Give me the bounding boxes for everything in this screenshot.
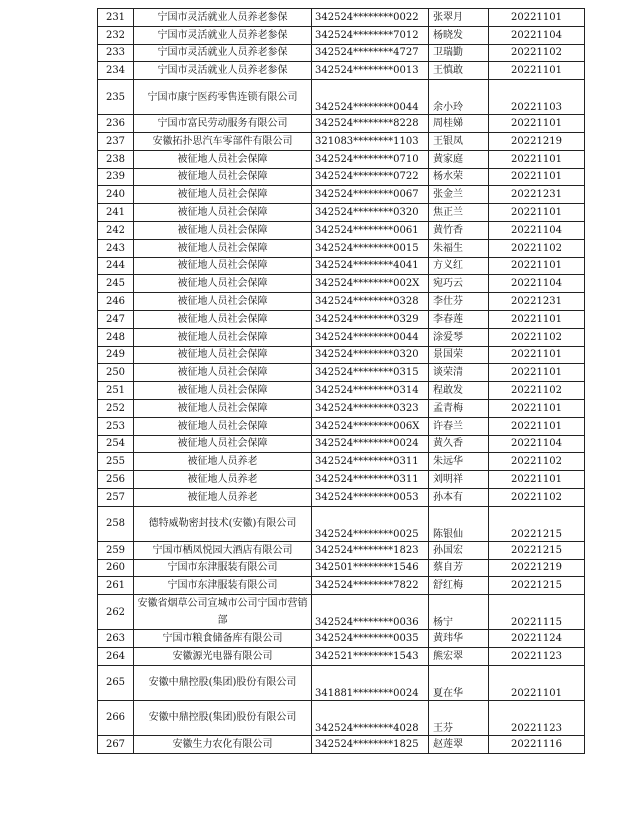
table-row [98,204,585,222]
employer-unit-cell: 被征地人员养老 [134,488,312,506]
person-name-cell: 朱远华 [429,453,489,471]
id-number-cell: 342524********0311 [312,453,429,471]
table-row [98,541,585,559]
employer-unit-cell: 宁国市东津服装有限公司 [134,559,312,577]
person-name-cell: 蔡自芳 [429,559,489,577]
row-number-cell: 232 [98,26,134,44]
person-name-cell: 杨水荣 [429,168,489,186]
employer-unit-cell: 宁国市东津服装有限公司 [134,577,312,595]
row-number-cell: 262 [98,595,134,630]
row-number-cell: 265 [98,665,134,700]
id-number-cell: 342524********7822 [312,577,429,595]
id-number-cell: 342524********0067 [312,186,429,204]
date-cell: 20221124 [489,630,585,648]
table-row [98,239,585,257]
date-cell: 20221101 [489,9,585,27]
date-cell: 20221215 [489,541,585,559]
id-number-cell: 342524********0329 [312,310,429,328]
person-name-cell: 卫瑞勤 [429,44,489,62]
employer-unit-cell: 被征地人员社会保障 [134,346,312,364]
row-number-cell: 236 [98,115,134,133]
employer-unit-cell: 被征地人员社会保障 [134,328,312,346]
date-cell: 20221101 [489,150,585,168]
row-number-cell: 264 [98,647,134,665]
document-page [97,8,584,754]
id-number-cell: 342524********0311 [312,471,429,489]
table-row [98,577,585,595]
date-cell: 20221104 [489,435,585,453]
person-name-cell: 余小玲 [429,80,489,115]
date-cell: 20221231 [489,186,585,204]
id-number-cell: 342524********7012 [312,26,429,44]
table-row [98,364,585,382]
date-cell: 20221101 [489,257,585,275]
employer-unit-cell: 安徽源光电器有限公司 [134,647,312,665]
table-row [98,595,585,630]
date-cell: 20221101 [489,471,585,489]
id-number-cell: 341881********0024 [312,665,429,700]
employer-unit-cell: 宁国市灵活就业人员养老参保 [134,44,312,62]
id-number-cell: 342524********006X [312,417,429,435]
id-number-cell: 342524********0320 [312,346,429,364]
table-row [98,435,585,453]
employer-unit-cell: 被征地人员社会保障 [134,186,312,204]
date-cell: 20221101 [489,399,585,417]
date-cell: 20221101 [489,364,585,382]
id-number-cell: 342524********0024 [312,435,429,453]
employer-unit-cell: 被征地人员社会保障 [134,435,312,453]
date-cell: 20221123 [489,700,585,735]
table-row [98,735,585,753]
date-cell: 20221101 [489,204,585,222]
table-row [98,293,585,311]
date-cell: 20221102 [489,382,585,400]
person-name-cell: 王芬 [429,700,489,735]
date-cell: 20221102 [489,239,585,257]
date-cell: 20221123 [489,647,585,665]
employer-unit-cell: 宁国市灵活就业人员养老参保 [134,26,312,44]
person-name-cell: 许春兰 [429,417,489,435]
table-row [98,44,585,62]
person-name-cell: 李仕芬 [429,293,489,311]
id-number-cell: 342524********0013 [312,62,429,80]
date-cell: 20221102 [489,453,585,471]
id-number-cell: 342524********4727 [312,44,429,62]
id-number-cell: 342524********0328 [312,293,429,311]
employer-unit-cell: 被征地人员社会保障 [134,204,312,222]
table-row [98,630,585,648]
row-number-cell: 259 [98,541,134,559]
employer-unit-cell: 宁国市灵活就业人员养老参保 [134,9,312,27]
row-number-cell: 267 [98,735,134,753]
id-number-cell: 342524********0061 [312,221,429,239]
id-number-cell: 342524********0323 [312,399,429,417]
table-row [98,150,585,168]
person-name-cell: 杨晓发 [429,26,489,44]
row-number-cell: 239 [98,168,134,186]
id-number-cell: 342524********0710 [312,150,429,168]
row-number-cell: 243 [98,239,134,257]
person-name-cell: 赵莲翠 [429,735,489,753]
table-row [98,9,585,27]
table-row [98,417,585,435]
employer-unit-cell: 安徽拓扑思汽车零部件有限公司 [134,132,312,150]
person-name-cell: 杨宁 [429,595,489,630]
date-cell: 20221116 [489,735,585,753]
id-number-cell: 342524********0053 [312,488,429,506]
person-name-cell: 涂爱琴 [429,328,489,346]
person-name-cell: 王银凤 [429,132,489,150]
employer-unit-cell: 德特威勒密封技术(安徽)有限公司 [134,506,312,541]
person-name-cell: 黄久香 [429,435,489,453]
employer-unit-cell: 安徽中鼎控股(集团)股份有限公司 [134,665,312,700]
employer-unit-cell: 安徽生力农化有限公司 [134,735,312,753]
employer-unit-cell: 被征地人员社会保障 [134,310,312,328]
row-number-cell: 245 [98,275,134,293]
employer-unit-cell: 宁国市栖凤悦园大酒店有限公司 [134,541,312,559]
person-name-cell: 张翠月 [429,9,489,27]
table-row [98,700,585,735]
date-cell: 20221231 [489,293,585,311]
table-row [98,382,585,400]
row-number-cell: 257 [98,488,134,506]
row-number-cell: 250 [98,364,134,382]
table-row [98,62,585,80]
row-number-cell: 242 [98,221,134,239]
id-number-cell: 342524********1825 [312,735,429,753]
person-name-cell: 孙本有 [429,488,489,506]
row-number-cell: 238 [98,150,134,168]
employer-unit-cell: 被征地人员养老 [134,471,312,489]
person-name-cell: 谈荣清 [429,364,489,382]
employer-unit-cell: 宁国市康宁医药零售连锁有限公司 [134,80,312,115]
id-number-cell: 342524********0022 [312,9,429,27]
person-name-cell: 朱福生 [429,239,489,257]
employer-unit-cell: 被征地人员社会保障 [134,168,312,186]
date-cell: 20221101 [489,417,585,435]
row-number-cell: 248 [98,328,134,346]
table-row [98,453,585,471]
person-name-cell: 舒红梅 [429,577,489,595]
table-row [98,506,585,541]
employer-unit-cell: 被征地人员社会保障 [134,399,312,417]
person-name-cell: 刘明祥 [429,471,489,489]
employer-unit-cell: 被征地人员社会保障 [134,221,312,239]
table-row [98,471,585,489]
id-number-cell: 342524********0722 [312,168,429,186]
table-row [98,132,585,150]
date-cell: 20221219 [489,559,585,577]
employer-unit-cell: 被征地人员社会保障 [134,293,312,311]
row-number-cell: 254 [98,435,134,453]
row-number-cell: 256 [98,471,134,489]
row-number-cell: 233 [98,44,134,62]
person-name-cell: 孟青梅 [429,399,489,417]
row-number-cell: 266 [98,700,134,735]
row-number-cell: 249 [98,346,134,364]
person-name-cell: 方义红 [429,257,489,275]
row-number-cell: 252 [98,399,134,417]
person-name-cell: 黄家庭 [429,150,489,168]
date-cell: 20221101 [489,115,585,133]
id-number-cell: 342524********0320 [312,204,429,222]
employer-unit-cell: 被征地人员社会保障 [134,364,312,382]
table-row [98,275,585,293]
id-number-cell: 342524********0036 [312,595,429,630]
id-number-cell: 342524********4041 [312,257,429,275]
row-number-cell: 235 [98,80,134,115]
date-cell: 20221104 [489,275,585,293]
id-number-cell: 342524********0044 [312,328,429,346]
person-name-cell: 程敢发 [429,382,489,400]
date-cell: 20221103 [489,80,585,115]
date-cell: 20221215 [489,577,585,595]
table-row [98,399,585,417]
date-cell: 20221115 [489,595,585,630]
row-number-cell: 241 [98,204,134,222]
id-number-cell: 342501********1546 [312,559,429,577]
person-name-cell: 孙国宏 [429,541,489,559]
id-number-cell: 342524********1823 [312,541,429,559]
date-cell: 20221102 [489,44,585,62]
employer-unit-cell: 被征地人员社会保障 [134,275,312,293]
employer-unit-cell: 被征地人员社会保障 [134,239,312,257]
records-table-body [98,9,585,754]
id-number-cell: 342521********1543 [312,647,429,665]
table-row [98,328,585,346]
table-row [98,346,585,364]
row-number-cell: 246 [98,293,134,311]
employer-unit-cell: 宁国市粮食储备库有限公司 [134,630,312,648]
row-number-cell: 237 [98,132,134,150]
date-cell: 20221104 [489,26,585,44]
employer-unit-cell: 被征地人员社会保障 [134,150,312,168]
id-number-cell: 342524********0044 [312,80,429,115]
id-number-cell: 342524********0315 [312,364,429,382]
row-number-cell: 244 [98,257,134,275]
date-cell: 20221101 [489,346,585,364]
id-number-cell: 342524********002X [312,275,429,293]
employer-unit-cell: 安徽中鼎控股(集团)股份有限公司 [134,700,312,735]
table-row [98,115,585,133]
table-row [98,665,585,700]
person-name-cell: 熊宏翠 [429,647,489,665]
date-cell: 20221101 [489,665,585,700]
id-number-cell: 342524********0314 [312,382,429,400]
person-name-cell: 宛巧云 [429,275,489,293]
row-number-cell: 247 [98,310,134,328]
date-cell: 20221101 [489,168,585,186]
employer-unit-cell: 安徽省烟草公司宣城市公司宁国市营销部 [134,595,312,630]
row-number-cell: 258 [98,506,134,541]
id-number-cell: 342524********0015 [312,239,429,257]
row-number-cell: 260 [98,559,134,577]
date-cell: 20221219 [489,132,585,150]
employer-unit-cell: 宁国市富民劳动服务有限公司 [134,115,312,133]
employer-unit-cell: 被征地人员社会保障 [134,257,312,275]
date-cell: 20221104 [489,221,585,239]
row-number-cell: 251 [98,382,134,400]
table-row [98,221,585,239]
table-row [98,647,585,665]
person-name-cell: 李春莲 [429,310,489,328]
person-name-cell: 焦正兰 [429,204,489,222]
person-name-cell: 张金兰 [429,186,489,204]
person-name-cell: 黄玮华 [429,630,489,648]
employer-unit-cell: 宁国市灵活就业人员养老参保 [134,62,312,80]
table-row [98,186,585,204]
table-row [98,310,585,328]
row-number-cell: 261 [98,577,134,595]
row-number-cell: 255 [98,453,134,471]
employer-unit-cell: 被征地人员社会保障 [134,382,312,400]
table-row [98,488,585,506]
row-number-cell: 240 [98,186,134,204]
person-name-cell: 黄竹香 [429,221,489,239]
row-number-cell: 231 [98,9,134,27]
id-number-cell: 342524********0035 [312,630,429,648]
id-number-cell: 342524********8228 [312,115,429,133]
date-cell: 20221102 [489,488,585,506]
employer-unit-cell: 被征地人员养老 [134,453,312,471]
row-number-cell: 234 [98,62,134,80]
person-name-cell: 周桂娣 [429,115,489,133]
table-row [98,26,585,44]
row-number-cell: 253 [98,417,134,435]
person-name-cell: 王慎敢 [429,62,489,80]
person-name-cell: 夏在华 [429,665,489,700]
person-name-cell: 陈银仙 [429,506,489,541]
table-row [98,80,585,115]
date-cell: 20221101 [489,310,585,328]
person-name-cell: 景国荣 [429,346,489,364]
row-number-cell: 263 [98,630,134,648]
table-row [98,559,585,577]
date-cell: 20221215 [489,506,585,541]
date-cell: 20221101 [489,62,585,80]
table-row [98,168,585,186]
id-number-cell: 342524********0025 [312,506,429,541]
id-number-cell: 321083********1103 [312,132,429,150]
date-cell: 20221102 [489,328,585,346]
records-table [97,8,585,754]
employer-unit-cell: 被征地人员社会保障 [134,417,312,435]
table-row [98,257,585,275]
id-number-cell: 342524********4028 [312,700,429,735]
